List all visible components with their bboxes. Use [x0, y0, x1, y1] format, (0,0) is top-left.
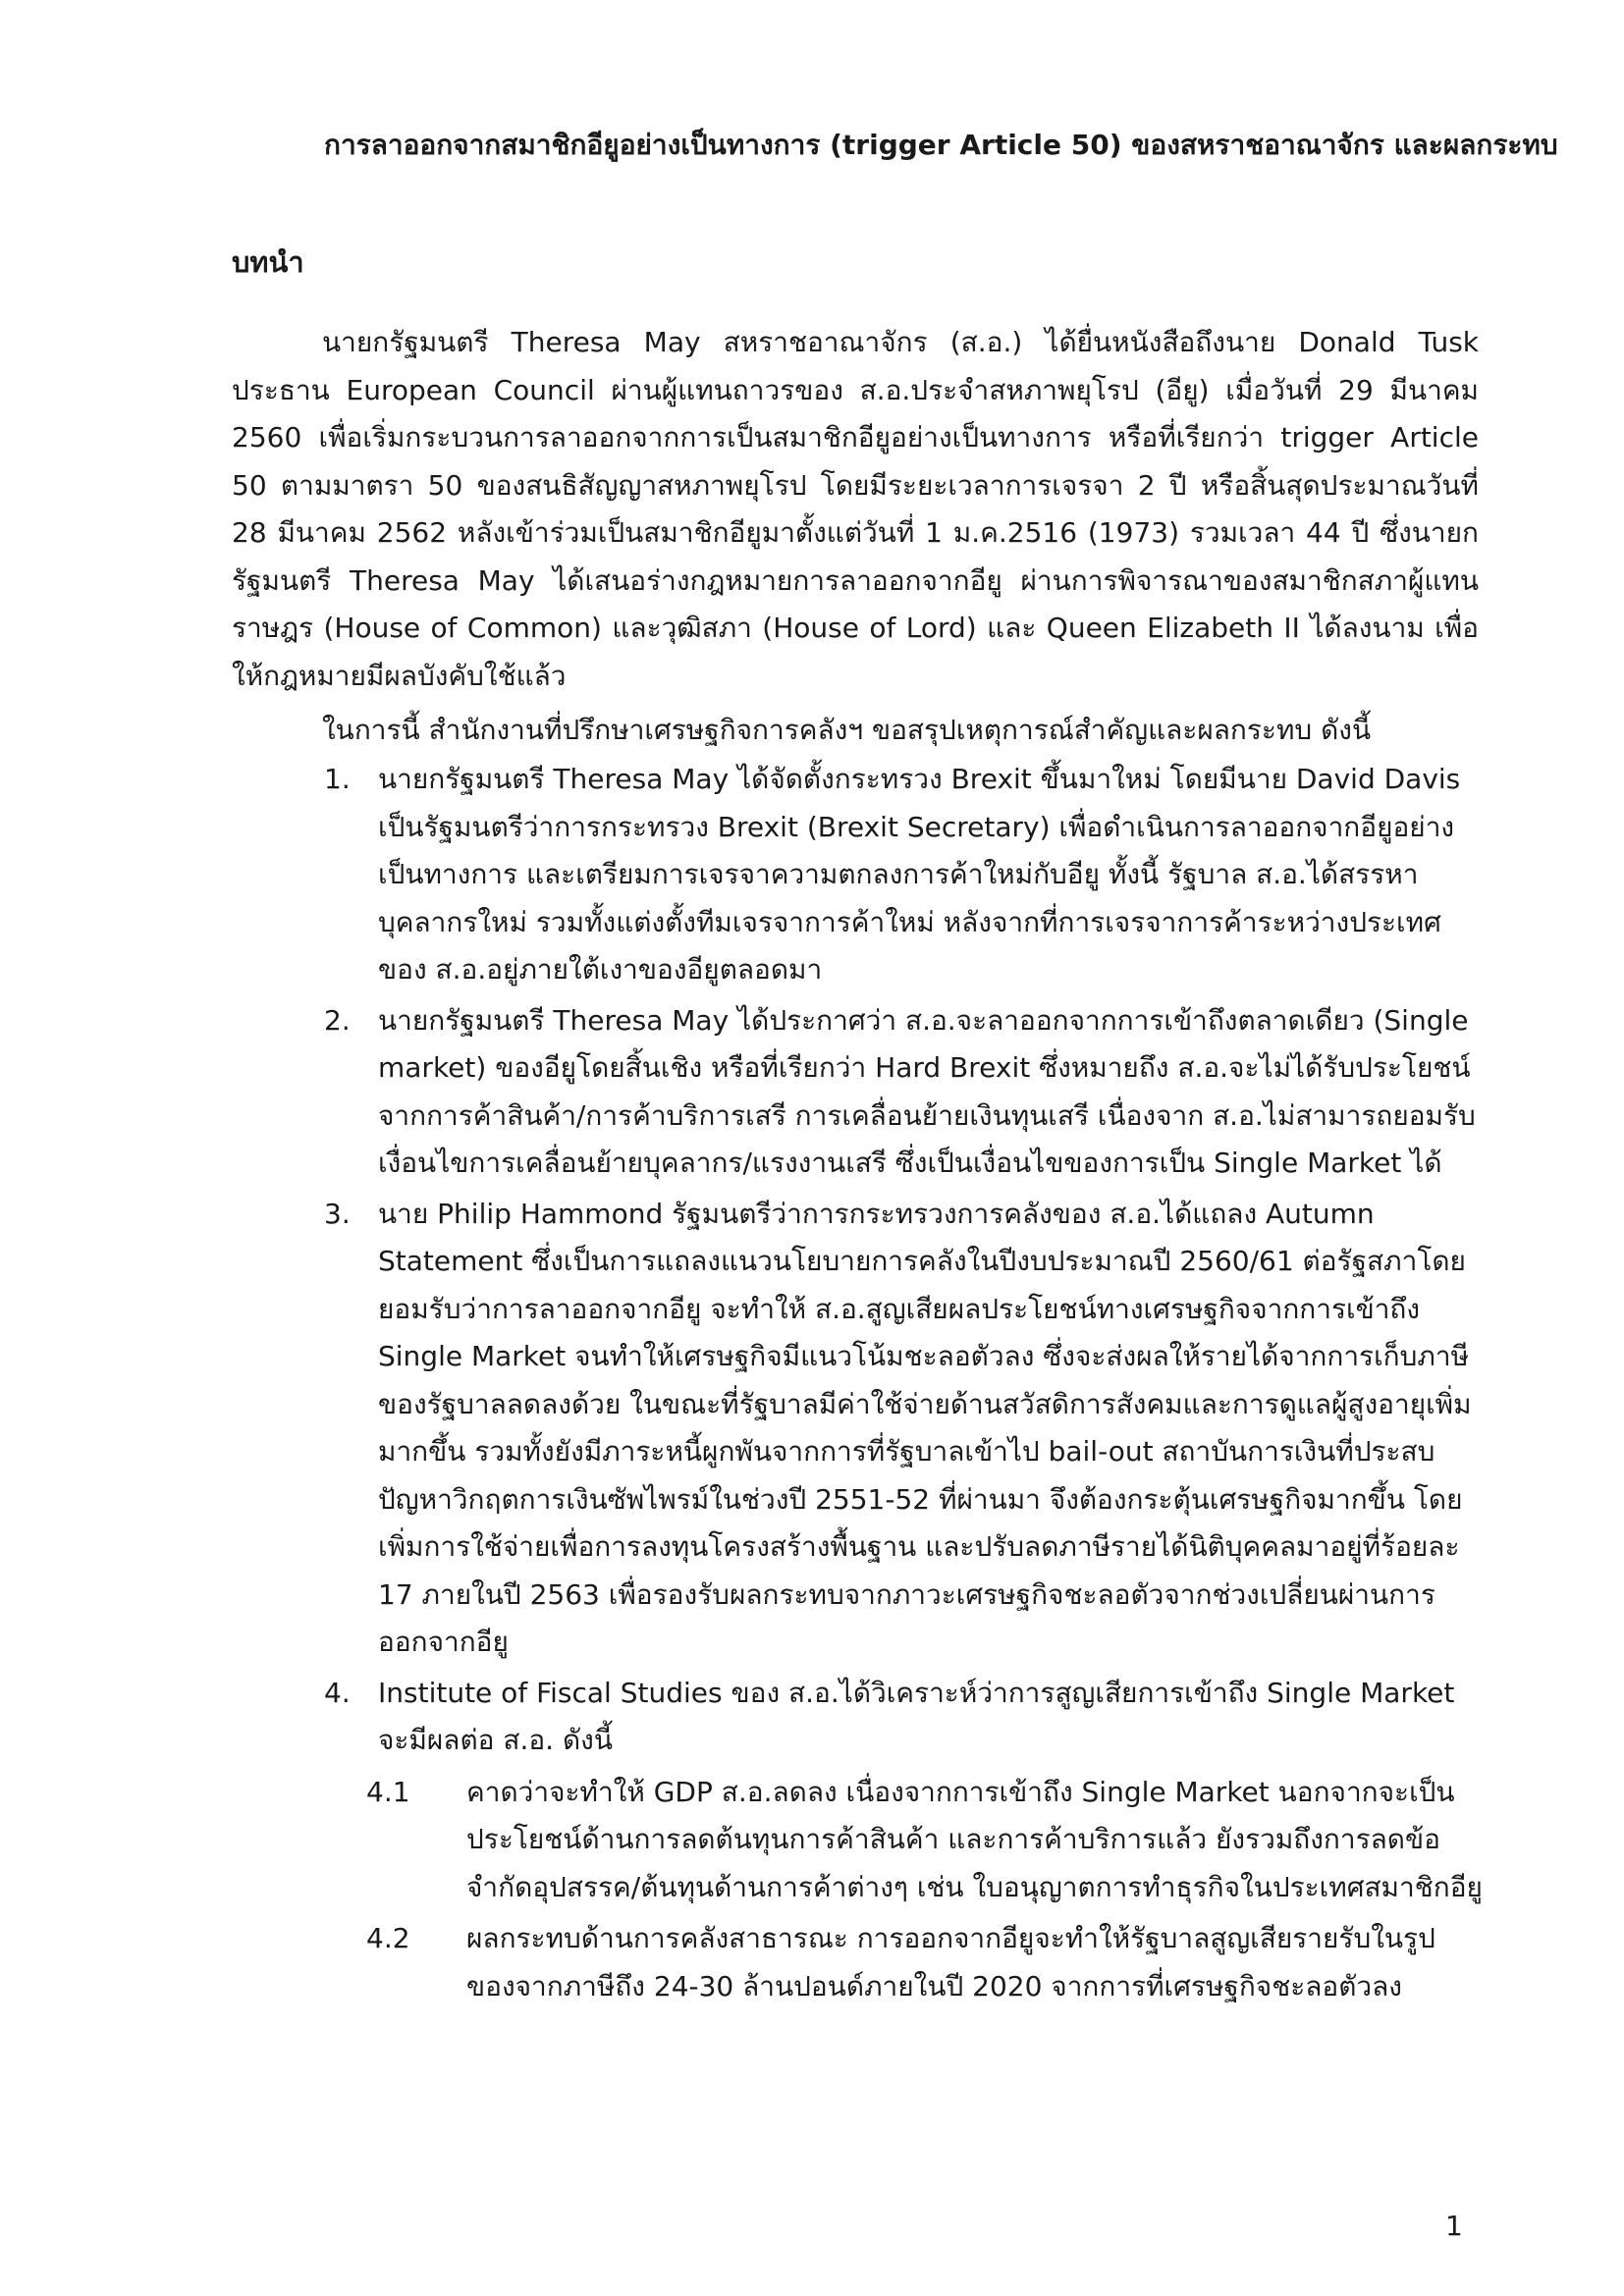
list-item-text: นายกรัฐมนตรี Theresa May ได้จัดตั้งกระทรวง Brexit ขึ้นมาใหม่ โดยมีนาย David Davis เป็นรัฐมนตรีว่าการกระทรวง Brexit (Brexit Secretary) เพื่อดำเนินการลาออกจากอียูอย่างเป็นทางการ และเตรียมการเจรจาความตกลงการค้าใหม่กับอียู ทั้งนี้ รัฐบาล ส.อ.ได้สรรหาบุคลากรใหม่ รวมทั้งแต่งตั้งทีมเจรจาการค้าใหม่ หลังจากที่การเจรจาการค้าระหว่างประเทศของ ส.อ.อยู่ภายใต้เงาของอียูตลอดมา	[378, 763, 1461, 986]
intro-paragraph: นายกรัฐมนตรี Theresa May สหราชอาณาจักร (ส.อ.) ได้ยื่นหนังสือถึงนาย Donald Tusk ประธาน European Council ผ่านผู้แทนถาวรของ ส.อ.ประจำสหภาพยุโรป (อียู) เมื่อวันที่ 29 มีนาคม 2560 เพื่อเริ่มกระบวนการลาออกจากการเป็นสมาชิกอียูอย่างเป็นทางการ หรือที่เรียกว่า trigger Article 50 ตามมาตรา 50 ของสนธิสัญญาสหภาพยุโรป โดยมีระยะเวลาการเจรจา 2 ปี หรือสิ้นสุดประมาณวันที่ 28 มีนาคม 2562 หลังเข้าร่วมเป็นสมาชิกอียูมาตั้งแต่วันที่ 1 ม.ค.2516 (1973) รวมเวลา 44 ปี ซึ่งนายกรัฐมนตรี Theresa May ได้เสนอร่างกฎหมายการลาออกจากอียู ผ่านการพิจารณาของสมาชิกสภาผู้แทนราษฎร (House of Common) และวุฒิสภา (House of Lord) และ Queen Elizabeth II ได้ลงนาม เพื่อให้กฎหมายมีผลบังคับใช้แล้ว	[232, 326, 1479, 692]
summary-intro: ในการนี้ สำนักงานที่ปรึกษาเศรษฐกิจการคลังฯ ขอสรุปเหตุการณ์สำคัญและผลกระทบ ดังนี้	[322, 714, 1372, 746]
list-item-text: Institute of Fiscal Studies ของ ส.อ.ได้วิเคราะห์ว่าการสูญเสียการเข้าถึง Single Market จะมีผลต่อ ส.อ. ดังนี้	[378, 1676, 1455, 1756]
page-number: 1	[1445, 2210, 1463, 2242]
sub-list-item-text: คาดว่าจะทำให้ GDP ส.อ.ลดลง เนื่องจากการเข้าถึง Single Market นอกจากจะเป็นประโยชน์ด้านการลดต้นทุนการค้าสินค้า และการค้าบริการแล้ว ยังรวมถึงการลดข้อจำกัดอุปสรรค/ต้นทุนด้านการค้าต่างๆ เช่น ใบอนุญาตการทำธุรกิจในประเทศสมาชิกอียู	[466, 1775, 1483, 1903]
list-item	[324, 1191, 1483, 1667]
list-item-text: นายกรัฐมนตรี Theresa May ได้ประกาศว่า ส.อ.จะลาออกจากการเข้าถึงตลาดเดียว (Single market) ของอียูโดยสิ้นเชิง หรือที่เรียกว่า Hard Brexit ซึ่งหมายถึง ส.อ.จะไม่ได้รับประโยชน์จากการค้าสินค้า/การค้าบริการเสรี การเคลื่อนย้ายเงินทุนเสรี เนื่องจาก ส.อ.ไม่สามารถยอมรับเงื่อนไขการเคลื่อนย้ายบุคลากร/แรงงานเสรี ซึ่งเป็นเงื่อนไขของการเป็น Single Market ได้	[378, 1003, 1476, 1179]
sub-list-item-number: 4.1	[366, 1775, 410, 1808]
list-item-number: 2.	[324, 1003, 351, 1037]
list-item	[324, 997, 1483, 1188]
sub-list-item	[366, 1915, 1483, 2010]
document-title: การลาออกจากสมาชิกอียูอย่างเป็นทางการ (trigger Article 50) ของสหราชอาณาจักร และผลกระทบ	[324, 129, 1558, 161]
list-item-number: 1.	[324, 763, 351, 795]
sub-list-item-text: ผลกระทบด้านการคลังสาธารณะ การออกจากอียูจะทำให้รัฐบาลสูญเสียรายรับในรูปของจากภาษีถึง 24-30 ล้านปอนด์ภายในปี 2020 จากการที่เศรษฐกิจชะลอตัวลง	[466, 1922, 1435, 2002]
list-item-text: นาย Philip Hammond รัฐมนตรีว่าการกระทรวงการคลังของ ส.อ.ได้แถลง Autumn Statement ซึ่งเป็นการแถลงแนวนโยบายการคลังในปีงบประมาณปี 2560/61 ต่อรัฐสภาโดยยอมรับว่าการลาออกจากอียู จะทำให้ ส.อ.สูญเสียผลประโยชน์ทางเศรษฐกิจจากการเข้าถึง Single Market จนทำให้เศรษฐกิจมีแนวโน้มชะลอตัวลง ซึ่งจะส่งผลให้รายได้จากการเก็บภาษีของรัฐบาลลดลงด้วย ในขณะที่รัฐบาลมีค่าใช้จ่ายด้านสวัสดิการสังคมและการดูแลผู้สูงอายุเพิ่มมากขึ้น รวมทั้งยังมีภาระหนี้ผูกพันจากการที่รัฐบาลเข้าไป bail-out สถาบันการเงินที่ประสบปัญหาวิกฤตการเงินซัพไพรม์ในช่วงปี 2551-52 ที่ผ่านมา จึงต้องกระตุ้นเศรษฐกิจมากขึ้น โดยเพิ่มการใช้จ่ายเพื่อการลงทุนโครงสร้างพื้นฐาน และปรับลดภาษีรายได้นิติบุคคลมาอยู่ที่ร้อยละ 17 ภายในปี 2563 เพื่อรองรับผลกระทบจากภาวะเศรษฐกิจชะลอตัวจากช่วงเปลี่ยนผ่านการออกจากอียู	[378, 1197, 1472, 1658]
list-item-number: 4.	[324, 1676, 351, 1709]
numbered-list	[324, 756, 1483, 2010]
sub-list-item	[366, 1769, 1483, 1912]
list-item	[324, 1670, 1483, 1765]
list-item	[324, 756, 1483, 994]
list-item-number: 3.	[324, 1197, 351, 1230]
sub-list-item-number: 4.2	[366, 1922, 410, 1954]
section-heading: บทนำ	[232, 245, 304, 279]
